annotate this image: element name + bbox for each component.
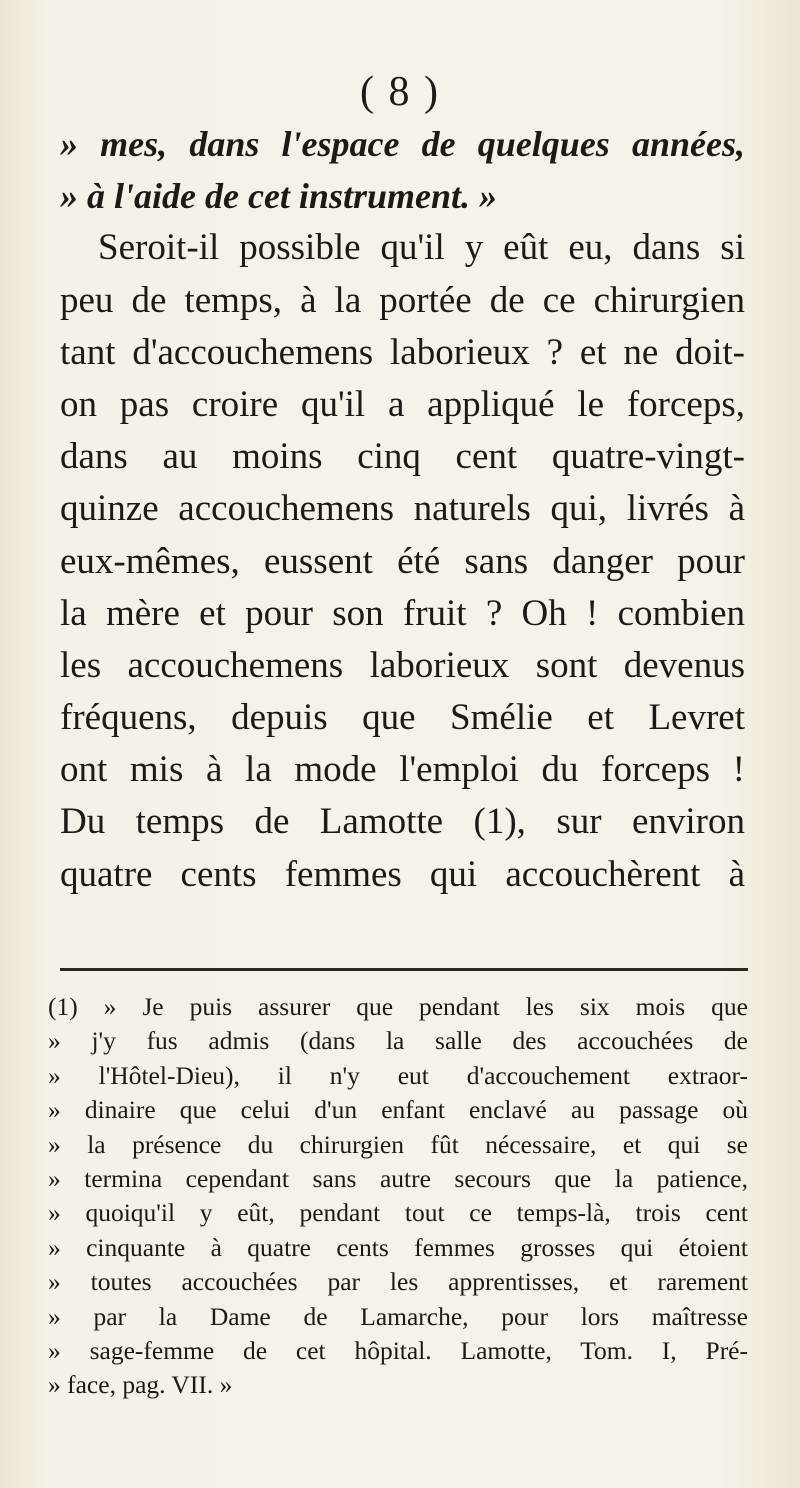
footnote-line: » face, pag. VII. » [48, 1370, 233, 1400]
footnote-line: » dinaire que celui d'un enfant enclavé au passage où [48, 1095, 748, 1125]
text-line: » mes, dans l'espace de quelques années, [60, 124, 745, 164]
text-line: la mère et pour son fruit ? Oh ! combien [60, 592, 745, 634]
footnote-line: » toutes accouchées par les apprentisses, et rarement [48, 1267, 748, 1297]
main-text-block [60, 118, 745, 901]
text-line: les accouchemens laborieux sont devenus [60, 644, 745, 686]
footnote-line: » j'y fus admis (dans la salle des accouchées de [48, 1026, 748, 1056]
footnote-line: » quoiqu'il y eût, pendant tout ce temps-là, trois cent [48, 1198, 748, 1228]
text-line: peu de temps, à la portée de ce chirurgien [60, 279, 745, 321]
text-line: quatre cents femmes qui accouchèrent à [60, 853, 745, 895]
footnote-block [48, 990, 748, 1403]
footnote-line: » l'Hôtel-Dieu), il n'y eut d'accouchement extraor- [48, 1060, 748, 1090]
text-line: quinze accouchemens naturels qui, livrés à [60, 488, 745, 530]
text-line: ont mis à la mode l'emploi du forceps ! [60, 749, 745, 791]
footnote-line: » cinquante à quatre cents femmes grosses qui étoient [48, 1232, 748, 1262]
text-line: tant d'accouchemens laborieux ? et ne doit- [60, 331, 745, 373]
footnote-line: » sage-femme de cet hôpital. Lamotte, Tom. I, Pré- [48, 1335, 748, 1365]
text-line: on pas croire qu'il a appliqué le forceps, [60, 383, 745, 425]
text-line: Du temps de Lamotte (1), sur environ [60, 801, 745, 843]
text-line: » à l'aide de cet instrument. » [60, 176, 497, 217]
footnote-line: (1) » Je puis assurer que pendant les six mois que [48, 992, 748, 1021]
footnote-line: » la présence du chirurgien fût nécessaire, et qui se [48, 1129, 748, 1159]
page-number: ( 8 ) [360, 69, 440, 115]
text-line: fréquens, depuis que Smélie et Levret [60, 697, 745, 739]
footnote-divider [60, 968, 748, 971]
footnote-line: » termina cependant sans autre secours que la patience, [48, 1163, 748, 1193]
text-line: eux-mêmes, eussent été sans danger pour [60, 540, 745, 582]
text-line: dans au moins cinq cent quatre-vingt- [60, 436, 745, 478]
footnote-line: » par la Dame de Lamarche, pour lors maîtresse [48, 1301, 748, 1331]
text-line: Seroit-il possible qu'il y eût eu, dans si [98, 227, 745, 269]
